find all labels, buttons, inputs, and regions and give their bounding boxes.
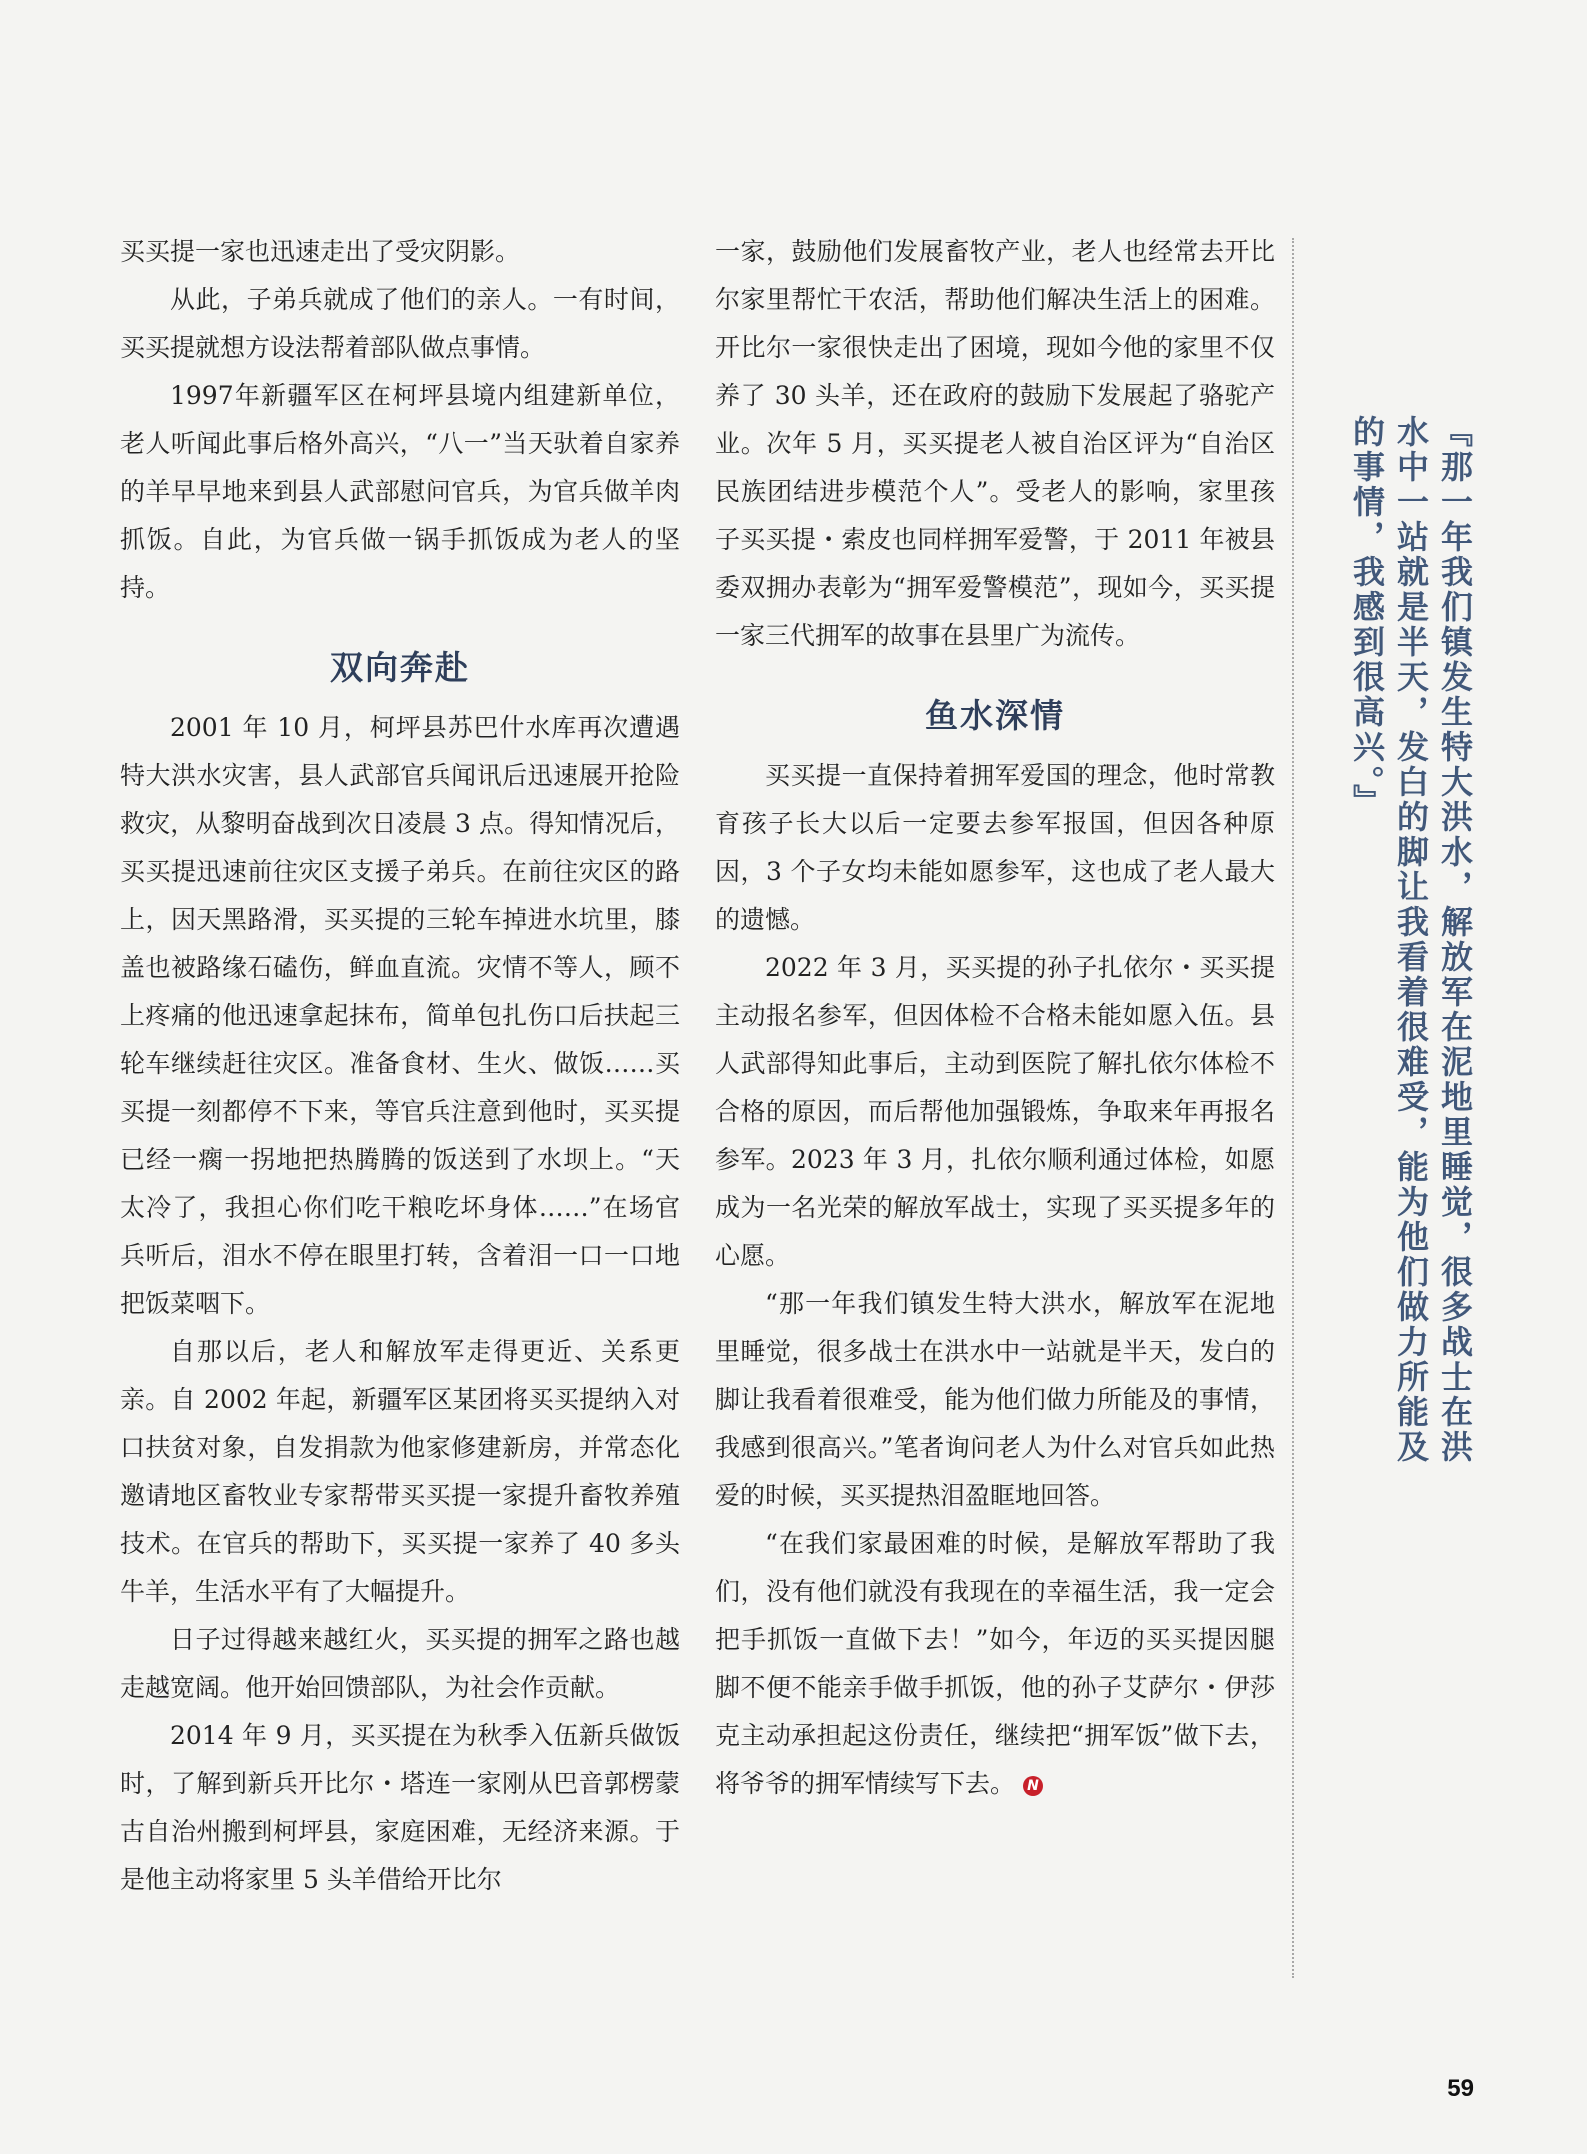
paragraph-final-text: “在我们家最困难的时候，是解放军帮助了我们，没有他们就没有我现在的幸福生活，我一定会把手抓饭一直做下去！”如今，年迈的买买提因腿脚不便不能亲手做手抓饭，他的孙子艾萨尔・伊莎克主动承担起这份责任，继续把“拥军饭”做下去，将爷爷的拥军情续写下去。 <box>715 1529 1275 1798</box>
paragraph: 1997年新疆军区在柯坪县境内组建新单位，老人听闻此事后格外高兴，“八一”当天驮着自家养的羊早早地来到县人武部慰问官兵，为官兵做羊肉抓饭。自此，为官兵做一锅手抓饭成为老人的坚持。 <box>120 381 680 602</box>
paragraph: 2001 年 10 月，柯坪县苏巴什水库再次遭遇特大洪水灾害，县人武部官兵闻讯后迅速展开抢险救灾，从黎明奋战到次日凌晨 3 点。得知情况后，买买提迅速前往灾区支援子弟兵。在前往灾区的路上，因天黑路滑，买买提的三轮车掉进水坑里，膝盖也被路缘石磕伤，鲜血直流。灾情不等人，顾不上疼痛的他迅速拿起抹布，简单包扎伤口后扶起三轮车继续赶往灾区。准备食材、生火、做饭……买买提一刻都停不下来，等官兵注意到他时，买买提已经一瘸一拐地把热腾腾的饭送到了水坝上。“天太冷了，我担心你们吃干粮吃坏身体……”在场官兵听后，泪水不停在眼里打转，含着泪一口一口地把饭菜咽下。 <box>120 713 680 1318</box>
paragraph: 一家，鼓励他们发展畜牧产业，老人也经常去开比尔家里帮忙干农活，帮助他们解决生活上的困难。开比尔一家很快走出了困境，现如今他的家里不仅养了 30 头羊，还在政府的鼓励下发展起了骆驼产业。次年 5 月，买买提老人被自治区评为“自治区民族团结进步模范个人”。受老人的影响，家里孩子买买提・索皮也同样拥军爱警，于 2011 年被县委双拥办表彰为“拥军爱警模范”，现如今，买买提一家三代拥军的故事在县里广为流传。 <box>715 237 1275 650</box>
paragraph: “那一年我们镇发生特大洪水，解放军在泥地里睡觉，很多战士在洪水中一站就是半天，发白的脚让我看着很难受，能为他们做力所能及的事情，我感到很高兴。”笔者询问老人为什么对官兵如此热爱的时候，买买提热泪盈眶地回答。 <box>715 1289 1275 1510</box>
paragraph: 日子过得越来越红火，买买提的拥军之路也越走越宽阔。他开始回馈部队，为社会作贡献。 <box>120 1625 680 1702</box>
paragraph: 买买提一家也迅速走出了受灾阴影。 <box>120 237 521 266</box>
paragraph: 2014 年 9 月，买买提在为秋季入伍新兵做饭时，了解到新兵开比尔・塔连一家刚从巴音郭楞蒙古自治州搬到柯坪县，家庭困难，无经济来源。于是他主动将家里 5 头羊借给开比尔 <box>120 1721 680 1894</box>
paragraph-final <box>715 1520 1275 1808</box>
paragraph: 2022 年 3 月，买买提的孙子扎依尔・买买提主动报名参军，但因体检不合格未能如愿入伍。县人武部得知此事后，主动到医院了解扎依尔体检不合格的原因，而后帮他加强锻炼，争取来年再报名参军。2023 年 3 月，扎依尔顺利通过体检，如愿成为一名光荣的解放军战士，实现了买买提多年的心愿。 <box>715 953 1275 1270</box>
paragraph: 买买提一直保持着拥军爱国的理念，他时常教育孩子长大以后一定要去参军报国，但因各种原因，3 个子女均未能如愿参军，这也成了老人最大的遗憾。 <box>715 761 1275 934</box>
middle-column <box>715 228 1275 1808</box>
end-mark-icon: N <box>1023 1776 1043 1796</box>
pull-quote: 『那一年我们镇发生特大洪水，解放军在泥地里睡觉，很多战士在洪水中一站就是半天，发白的脚让我看着很难受，能为他们做力所能及的事情，我感到很高兴。』 <box>1348 415 1474 1465</box>
left-column <box>120 228 680 1904</box>
page-number: 59 <box>1447 2075 1474 2102</box>
section-heading-two-way: 双向奔赴 <box>330 648 470 687</box>
paragraph: 从此，子弟兵就成了他们的亲人。一有时间，买买提就想方设法帮着部队做点事情。 <box>120 285 680 362</box>
paragraph: 自那以后，老人和解放军走得更近、关系更亲。自 2002 年起，新疆军区某团将买买提纳入对口扶贫对象，自发捐款为他家修建新房，并常态化邀请地区畜牧业专家帮带买买提一家提升畜牧养殖技术。在官兵的帮助下，买买提一家养了 40 多头牛羊，生活水平有了大幅提升。 <box>120 1337 680 1606</box>
column-divider <box>1292 238 1294 1978</box>
section-heading-fish-water: 鱼水深情 <box>925 696 1065 735</box>
